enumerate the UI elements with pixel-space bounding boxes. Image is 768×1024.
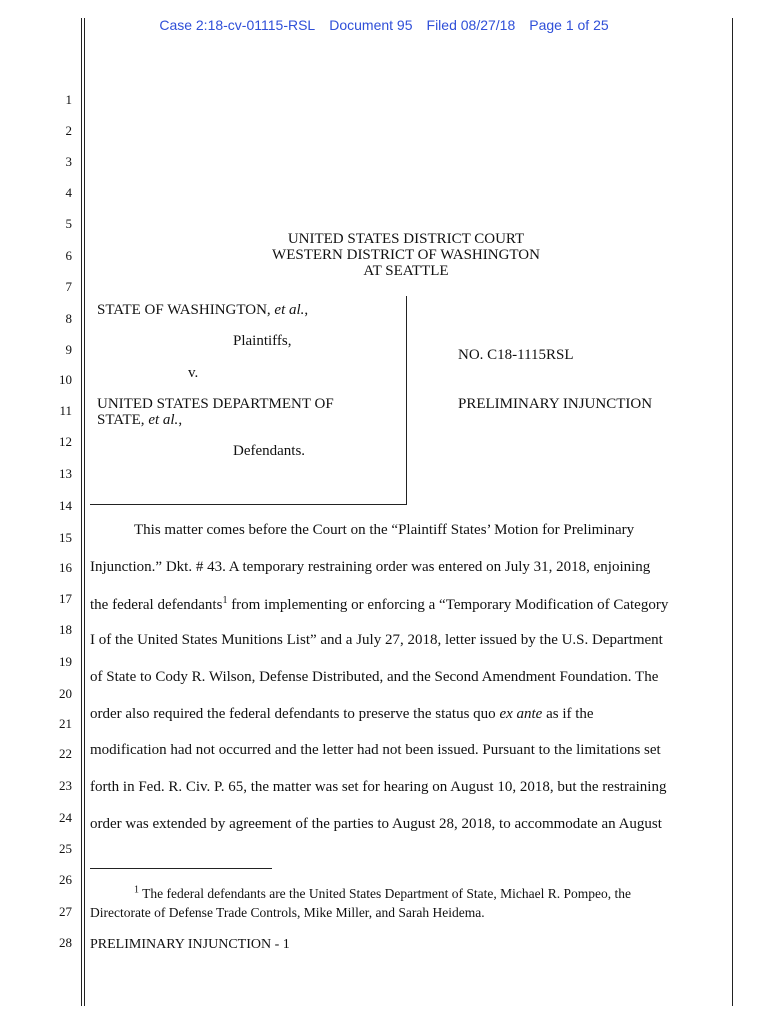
line-number: 18	[59, 622, 72, 637]
filed-date-header: Filed 08/27/18	[426, 17, 516, 33]
caption-box-bottom	[90, 504, 407, 505]
body-line: order was extended by agreement of the parties to August 28, 2018, to accommodate an August	[90, 816, 662, 832]
line-number: 4	[65, 185, 72, 200]
right-margin-rule	[732, 18, 733, 1006]
line-number: 12	[59, 434, 72, 449]
versus: v.	[188, 365, 199, 381]
line-number: 6	[65, 248, 72, 263]
line-number: 15	[59, 530, 72, 545]
line-number: 25	[59, 841, 72, 856]
left-margin-rule	[81, 18, 82, 1006]
body-line: I of the United States Munitions List” and a July 27, 2018, letter issued by the U.S. Department	[90, 632, 663, 648]
filing-header	[0, 17, 768, 33]
case-number: NO. C18-1115RSL	[458, 347, 574, 363]
footnote-line: Directorate of Defense Trade Controls, Mike Miller, and Sarah Heidema.	[90, 905, 485, 920]
line-number: 20	[59, 686, 72, 701]
footnote-reference: 1	[222, 595, 228, 606]
court-name: UNITED STATES DISTRICT COURT	[287, 231, 525, 247]
line-number: 24	[59, 810, 72, 825]
court-district: WESTERN DISTRICT OF WASHINGTON	[272, 247, 540, 263]
line-number: 9	[65, 342, 72, 357]
defendant-name-line1: UNITED STATES DEPARTMENT OF	[97, 396, 334, 412]
body-line: order also required the federal defendants to preserve the status quo ex ante as if the	[90, 706, 594, 722]
plaintiff-name: STATE OF WASHINGTON, et al.,	[97, 302, 309, 318]
body-line: modification had not occurred and the letter had not been issued. Pursuant to the limitations set	[90, 742, 661, 758]
line-number: 8	[65, 311, 72, 326]
court-location: AT SEATTLE	[363, 263, 449, 279]
footnote-marker: 1	[134, 884, 139, 896]
case-number-header: Case 2:18-cv-01115-RSL	[159, 17, 316, 33]
body-line: of State to Cody R. Wilson, Defense Distributed, and the Second Amendment Foundation. The	[90, 669, 659, 685]
line-number: 21	[59, 716, 72, 731]
plaintiff-role: Plaintiffs,	[233, 333, 292, 349]
line-number: 27	[59, 904, 72, 919]
page-footer: PRELIMINARY INJUNCTION - 1	[90, 937, 290, 952]
line-number: 7	[65, 279, 72, 294]
line-number: 10	[59, 372, 72, 387]
left-margin-rule-inner	[84, 18, 85, 1006]
line-number: 13	[59, 466, 72, 481]
defendant-et-al: et al.	[148, 412, 179, 428]
line-number: 1	[65, 92, 72, 107]
line-number: 5	[65, 216, 72, 231]
line-number: 28	[59, 935, 72, 950]
line-number: 23	[59, 778, 72, 793]
line-number: 17	[59, 591, 72, 606]
body-line: the federal defendants$^1$ from implementing or enforcing a “Temporary Modification of Category	[90, 595, 669, 613]
line-number: 2	[65, 123, 72, 138]
line-number: 16	[59, 560, 72, 575]
line-number: 3	[65, 154, 72, 169]
line-number: 14	[59, 498, 72, 513]
defendant-role: Defendants.	[233, 443, 306, 459]
body-line: Injunction.” Dkt. # 43. A temporary restraining order was entered on July 31, 2018, enjoining	[90, 559, 651, 575]
line-number: 26	[59, 872, 72, 887]
body-line: This matter comes before the Court on the “Plaintiff States’ Motion for Preliminary	[134, 522, 635, 538]
page-count-header: Page 1 of 25	[529, 17, 609, 33]
body-line: forth in Fed. R. Civ. P. 65, the matter was set for hearing on August 10, 2018, but the restraining	[90, 779, 667, 795]
plaintiff-et-al: et al.	[274, 302, 305, 318]
document-number-header: Document 95	[329, 17, 413, 33]
caption-box-vertical	[406, 296, 407, 504]
defendant-name-line2: STATE, et al.,	[97, 412, 183, 428]
italic-phrase: ex ante	[499, 706, 543, 722]
line-number: 19	[59, 654, 72, 669]
footnote-line: $^1$ The federal defendants are the United States Department of State, Michael R. Pompeo, the	[134, 884, 631, 901]
document-title: PRELIMINARY INJUNCTION	[458, 396, 653, 412]
footnote-separator	[90, 868, 272, 869]
line-number: 22	[59, 746, 72, 761]
line-number: 11	[59, 403, 72, 418]
